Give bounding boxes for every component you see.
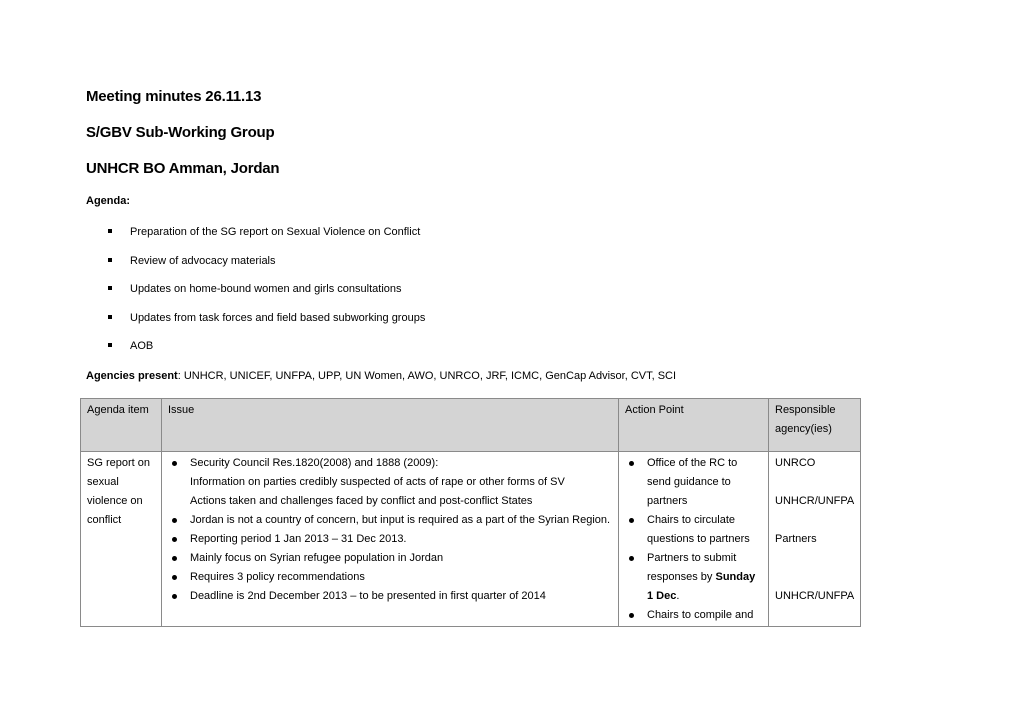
responsible-agency: UNRCO [775,457,816,469]
responsible-agency: Partners [775,533,817,545]
action-bullet: Partners to submit responses by Sunday 1 Dec. [625,549,762,606]
agenda-list-item: Preparation of the SG report on Sexual Violence on Conflict [108,226,420,238]
cell-agenda-item: SG report on sexual violence on conflict [81,452,162,627]
agenda-list-item: AOB [108,340,153,352]
table-row [81,452,861,627]
agenda-label: Agenda: [86,195,130,207]
action-bullet: Chairs to compile and [625,606,762,625]
header-issue: Issue [162,399,619,452]
page-title: Meeting minutes 26.11.13 [86,88,262,105]
responsible-agency: UNHCR/UNFPA [775,495,855,507]
issue-bullet: Requires 3 policy recommendations [168,568,612,587]
bullet-square-icon [108,315,112,319]
table-header-row [81,399,861,452]
action-bullet: Chairs to circulate questions to partners [625,511,762,549]
issue-bullet: Reporting period 1 Jan 2013 – 31 Dec 2013. [168,530,612,549]
responsible-agency: UNHCR/UNFPA [775,590,855,602]
location-title: UNHCR BO Amman, Jordan [86,160,280,177]
minutes-table [80,398,861,627]
header-responsible: Responsible agency(ies) [769,399,861,452]
agenda-list-item: Updates from task forces and field based subworking groups [108,312,425,324]
bullet-square-icon [108,343,112,347]
agencies-list: : UNHCR, UNICEF, UNFPA, UPP, UN Women, AWO, UNRCO, JRF, ICMC, GenCap Advisor, CVT, SCI [177,370,677,382]
agenda-list-item: Review of advocacy materials [108,255,276,267]
cell-responsible [769,452,861,627]
group-title: S/GBV Sub-Working Group [86,124,275,141]
cell-action-point [619,452,769,627]
bullet-square-icon [108,229,112,233]
agencies-present [86,370,676,382]
action-bullet: Office of the RC to send guidance to partners [625,454,762,511]
header-agenda-item: Agenda item [81,399,162,452]
agencies-label: Agencies present [86,370,178,382]
issue-bullet: Jordan is not a country of concern, but input is required as a part of the Syrian Region. [168,511,612,530]
header-action-point: Action Point [619,399,769,452]
bullet-square-icon [108,286,112,290]
agenda-list-item: Updates on home-bound women and girls consultations [108,283,402,295]
cell-issue [162,452,619,627]
issue-bullet: Security Council Res.1820(2008) and 1888 (2009): Information on parties credibly suspected of acts of rape or other forms of SV Actions taken and challenges faced by conflict and post-conflict States [168,454,612,511]
issue-bullet: Deadline is 2nd December 2013 – to be presented in first quarter of 2014 [168,587,612,606]
issue-bullet: Mainly focus on Syrian refugee population in Jordan [168,549,612,568]
bullet-square-icon [108,258,112,262]
